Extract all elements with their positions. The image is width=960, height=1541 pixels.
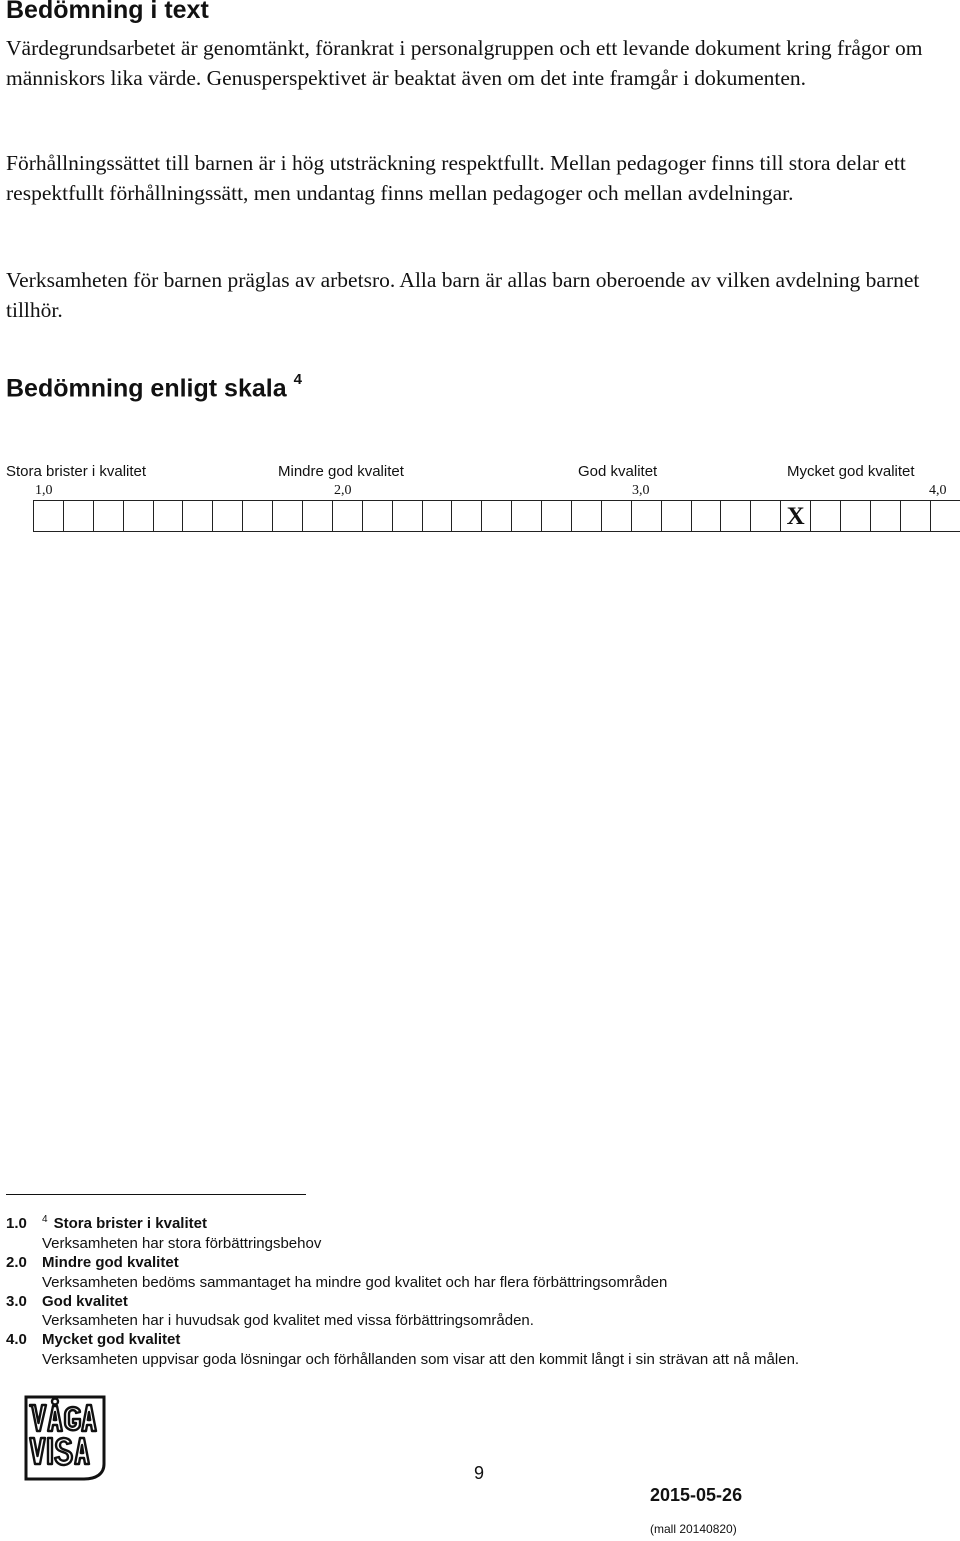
scale-cell [363, 501, 393, 532]
scale-category-label: Mindre god kvalitet [278, 463, 404, 480]
page-title: Bedömning i text [6, 0, 209, 24]
scale-cell [64, 501, 94, 532]
footnote-item-heading [6, 1214, 207, 1232]
assessment-paragraph-3: Verksamheten för barnen präglas av arbetsro. Alla barn är allas barn oberoende av vilken avdelning barnet tillhör. [6, 268, 920, 322]
footnote-item-description: Verksamheten bedöms sammantaget ha mindre god kvalitet och har flera förbättringsområden [42, 1274, 668, 1291]
scale-cell [183, 501, 213, 532]
scale-cell [393, 501, 423, 532]
scale-cell [273, 501, 303, 532]
scale-cell [542, 501, 572, 532]
footnote-item-number: 3.0 [6, 1293, 27, 1310]
footnote-item-title: God kvalitet [42, 1293, 128, 1310]
footnote-item-title: Mindre god kvalitet [42, 1254, 179, 1271]
scale-cell [94, 501, 124, 532]
scale-cell [572, 501, 602, 532]
scale-cell [632, 501, 662, 532]
scale-cell [781, 501, 811, 532]
scale-heading [6, 371, 302, 403]
scale-number-label: 1,0 [35, 483, 53, 498]
footnote-separator [6, 1194, 306, 1195]
scale-cell [213, 501, 243, 532]
vaga-visa-logo [22, 1394, 108, 1482]
scale-cell [841, 501, 871, 532]
scale-number-label: 3,0 [632, 483, 650, 498]
scale-cell [692, 501, 722, 532]
document-date: 2015-05-26 [650, 1485, 743, 1505]
logo-text: VISA [65, 1466, 68, 1467]
scale-cell [124, 501, 154, 532]
scale-cell [901, 501, 931, 532]
assessment-paragraph-1: Värdegrundsarbetet är genomtänkt, förankrat i personalgruppen och ett levande dokument kring frågor om människors lika värde. Genusperspektivet är beaktat även om det inte framgår i dokumenten. [6, 36, 923, 90]
scale-cell [602, 501, 632, 532]
rating-scale-grid [33, 500, 960, 532]
scale-cell [721, 501, 751, 532]
scale-cell [512, 501, 542, 532]
scale-cell [423, 501, 453, 532]
scale-category-label: Mycket god kvalitet [787, 463, 915, 480]
scale-cell [154, 501, 184, 532]
template-version-note: (mall 20140820) [650, 1522, 737, 1536]
footnote-item-number: 2.0 [6, 1254, 27, 1271]
scale-cell [662, 501, 692, 532]
footnote-item-title: Stora brister i kvalitet [53, 1215, 207, 1232]
scale-cell [333, 501, 363, 532]
scale-cell [452, 501, 482, 532]
scale-category-label: God kvalitet [578, 463, 658, 480]
scale-cell [751, 501, 781, 532]
footnote-item-description: Verksamheten har i huvudsak god kvalitet med vissa förbättringsområden. [42, 1312, 534, 1329]
assessment-paragraph-2: Förhållningssättet till barnen är i hög utsträckning respektfullt. Mellan pedagoger finns till stora delar ett respektfullt förhållningssätt, men undantag finns mellan pedagoger och mellan avdelningar. [6, 151, 906, 205]
scale-cell [811, 501, 841, 532]
scale-number-label: 4,0 [929, 483, 947, 498]
logo-text: VÅGA [65, 1440, 68, 1441]
footnote-item-heading [6, 1293, 128, 1310]
scale-cell [34, 501, 64, 532]
selected-rating-mark: X [786, 503, 805, 530]
footnote-reference: 4 [293, 371, 302, 388]
scale-heading-text: Bedömning enligt skala [6, 374, 287, 403]
scale-cell [243, 501, 273, 532]
scale-cell [482, 501, 512, 532]
footnote-item-number: 1.0 [6, 1215, 27, 1232]
page-number: 9 [474, 1463, 485, 1483]
footnote-item-title: Mycket god kvalitet [42, 1331, 181, 1348]
footnote-marker: 4 [42, 1214, 48, 1225]
scale-category-label: Stora brister i kvalitet [6, 463, 147, 480]
scale-number-label: 2,0 [334, 483, 352, 498]
footnote-item-heading [6, 1254, 179, 1271]
footnote-item-heading [6, 1331, 180, 1348]
scale-cell [303, 501, 333, 532]
footnote-item-description: Verksamheten har stora förbättringsbehov [42, 1235, 322, 1252]
scale-cell [871, 501, 901, 532]
footnote-item-description: Verksamheten uppvisar goda lösningar och förhållanden som visar att den kommit långt i sin strävan att nå målen. [42, 1351, 800, 1368]
scale-cell [931, 501, 960, 532]
footnote-item-number: 4.0 [6, 1331, 27, 1348]
